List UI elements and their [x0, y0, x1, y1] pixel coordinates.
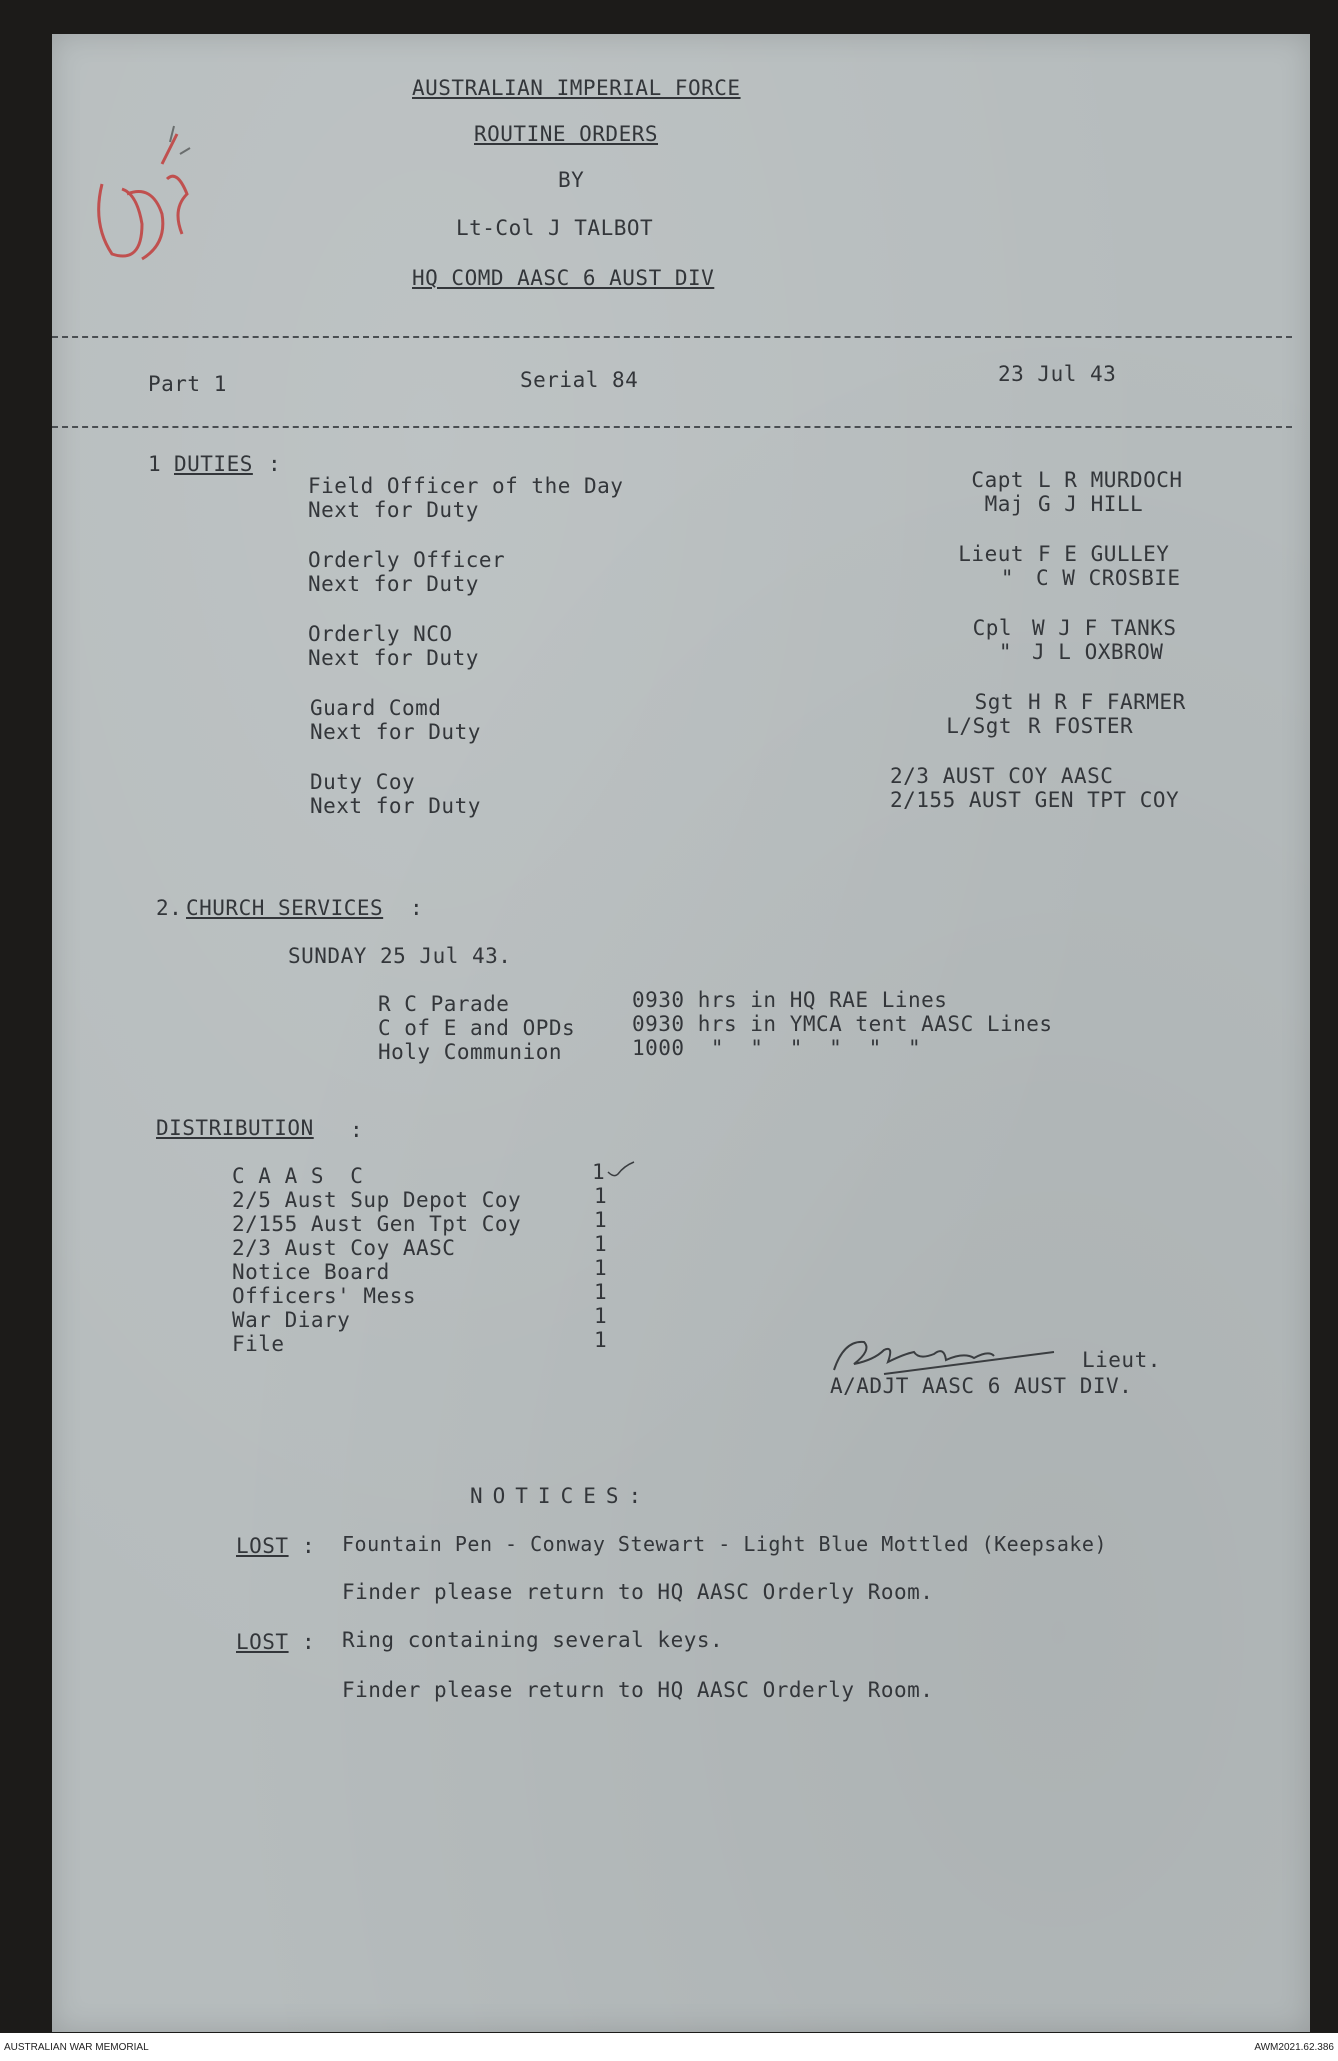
duty-role: Orderly Officer	[308, 548, 506, 572]
notice-colon: :	[302, 1534, 316, 1558]
distribution-qty: 1	[592, 1160, 606, 1184]
duty-role: Guard Comd	[310, 696, 442, 720]
duty-name: W J F TANKS	[1032, 616, 1177, 640]
duty-rank: L/Sgt	[946, 714, 1012, 738]
signature-rank: Lieut.	[1082, 1348, 1161, 1372]
duty-role: Duty Coy	[310, 770, 416, 794]
distribution-recipient: War Diary	[232, 1308, 351, 1332]
header-by: BY	[558, 168, 585, 192]
church-colon: :	[410, 896, 424, 920]
distribution-recipient: File	[232, 1332, 285, 1356]
distribution-recipient: Notice Board	[232, 1260, 390, 1284]
duty-name: L R MURDOCH	[1038, 468, 1183, 492]
service-time: 1000 " " " " " "	[632, 1036, 922, 1060]
divider-bottom	[52, 426, 1292, 428]
distribution-colon: :	[350, 1118, 364, 1142]
duty-role: Next for Duty	[310, 720, 481, 744]
divider-top	[52, 336, 1292, 338]
distribution-qty: 1	[594, 1328, 608, 1352]
signature-appointment: A/ADJT AASC 6 AUST DIV.	[830, 1374, 1133, 1398]
distribution-qty: 1	[594, 1208, 608, 1232]
duties-colon: :	[268, 452, 282, 476]
footer-accession: AWM2021.62.386	[1254, 2041, 1334, 2053]
duty-name: R FOSTER	[1028, 714, 1134, 738]
duty-role: Next for Duty	[308, 572, 479, 596]
duties-heading: DUTIES	[174, 452, 253, 476]
distribution-recipient: 2/155 Aust Gen Tpt Coy	[232, 1212, 522, 1236]
red-pencil-initials-icon	[82, 124, 202, 274]
duty-name: C W CROSBIE	[1036, 566, 1181, 590]
distribution-heading: DISTRIBUTION	[156, 1116, 314, 1140]
duty-rank: Maj	[984, 492, 1024, 516]
duty-role: Next for Duty	[308, 498, 479, 522]
service-time: 0930 hrs in YMCA tent AASC Lines	[632, 1012, 1053, 1036]
notice-text: Ring containing several keys.	[342, 1628, 724, 1652]
header-commander: Lt-Col J TALBOT	[456, 216, 654, 240]
service-name: C of E and OPDs	[378, 1016, 576, 1040]
duty-rank: Capt	[971, 468, 1024, 492]
document-page	[52, 34, 1310, 2032]
notices-heading: NOTICES:	[470, 1484, 652, 1508]
duty-name: H R F FARMER	[1028, 690, 1186, 714]
duty-role: Field Officer of the Day	[308, 474, 624, 498]
distribution-recipient: 2/3 Aust Coy AASC	[232, 1236, 456, 1260]
duty-rank: "	[1000, 566, 1014, 590]
church-number: 2.	[156, 896, 183, 920]
distribution-recipient: Officers' Mess	[232, 1284, 417, 1308]
duty-rank: "	[998, 640, 1012, 664]
tick-mark-icon	[606, 1160, 636, 1180]
church-heading: CHURCH SERVICES	[186, 896, 384, 920]
notice-label: LOST	[236, 1534, 289, 1558]
duty-rank: Lieut	[958, 542, 1024, 566]
duty-name: 2/3 AUST COY AASC	[890, 764, 1114, 788]
church-day: SUNDAY 25 Jul 43.	[288, 944, 512, 968]
duty-name: F E GULLEY	[1038, 542, 1170, 566]
header-force: AUSTRALIAN IMPERIAL FORCE	[412, 76, 741, 100]
notice-label: LOST	[236, 1630, 289, 1654]
header-unit: HQ COMD AASC 6 AUST DIV	[412, 266, 715, 290]
distribution-qty: 1	[594, 1280, 608, 1304]
distribution-recipient: 2/5 Aust Sup Depot Coy	[232, 1188, 522, 1212]
duty-name: G J HILL	[1038, 492, 1144, 516]
header-routine-orders: ROUTINE ORDERS	[474, 122, 659, 146]
duty-rank: Sgt	[974, 690, 1014, 714]
duty-rank: Cpl	[972, 616, 1012, 640]
service-name: Holy Communion	[378, 1040, 563, 1064]
service-time: 0930 hrs in HQ RAE Lines	[632, 988, 948, 1012]
part-label: Part 1	[148, 372, 227, 396]
distribution-recipient: C A A S C	[232, 1164, 364, 1188]
notice-text: Fountain Pen - Conway Stewart - Light Blue Mottled (Keepsake)	[342, 1532, 1108, 1556]
distribution-qty: 1	[594, 1256, 608, 1280]
footer-institution: AUSTRALIAN WAR MEMORIAL	[4, 2041, 149, 2053]
notice-followup: Finder please return to HQ AASC Orderly Room.	[342, 1678, 934, 1702]
duty-role: Next for Duty	[308, 646, 479, 670]
distribution-qty: 1	[594, 1184, 608, 1208]
distribution-qty: 1	[594, 1232, 608, 1256]
archive-footer	[0, 2033, 1338, 2061]
distribution-qty: 1	[594, 1304, 608, 1328]
duty-name: 2/155 AUST GEN TPT COY	[890, 788, 1180, 812]
date-label: 23 Jul 43	[998, 362, 1117, 386]
notice-colon: :	[302, 1630, 316, 1654]
duty-role: Next for Duty	[310, 794, 481, 818]
duty-role: Orderly NCO	[308, 622, 453, 646]
service-name: R C Parade	[378, 992, 510, 1016]
notice-followup: Finder please return to HQ AASC Orderly Room.	[342, 1580, 934, 1604]
duties-number: 1	[148, 452, 162, 476]
serial-label: Serial 84	[520, 368, 639, 392]
duty-name: J L OXBROW	[1032, 640, 1164, 664]
